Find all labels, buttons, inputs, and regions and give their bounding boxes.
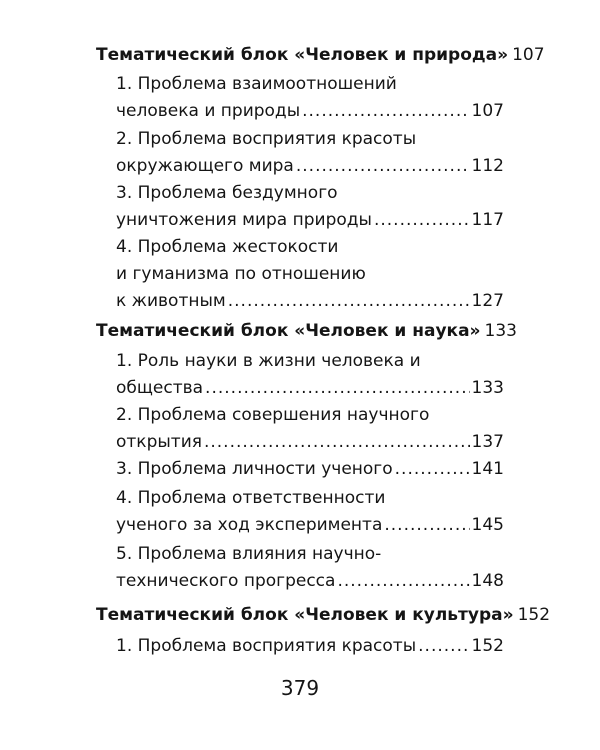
section-title: Тематический блок «Человек и культура» [96,605,514,625]
section-title: Тематический блок «Человек и наука» [96,321,481,341]
item-line: 1. Роль науки в жизни человека и [116,351,421,371]
page-ref: 152 [471,636,504,656]
item-line: уничтожения мира природы [116,210,372,230]
item-line: технического прогресса [116,571,336,591]
page-ref: 141 [471,459,504,479]
leader-dots [204,429,470,456]
toc-item [116,234,504,315]
page-ref: 133 [484,321,517,341]
page-ref: 145 [471,515,504,535]
item-line: 1. Проблема восприятия красоты [116,636,417,656]
page-ref: 107 [471,101,504,121]
leader-dots [228,288,470,315]
leader-dots [296,153,470,180]
item-line: и гуманизма по отношению [116,264,366,284]
page-ref: 152 [517,605,551,625]
item-line: 3. Проблема бездумного [116,183,338,203]
leader-dots [205,375,470,402]
toc-section-heading [96,602,551,629]
toc-item [116,541,504,595]
item-line: 3. Проблема личности ученого [116,459,393,479]
toc-item [116,402,504,456]
leader-dots [384,512,469,539]
item-line: 2. Проблема восприятия красоты [116,129,417,149]
item-line: 5. Проблема влияния научно- [116,544,382,564]
toc-item [116,456,504,483]
item-line: ученого за ход эксперимента [116,515,383,535]
page-ref: 133 [471,378,504,398]
item-line: 1. Проблема взаимоотношений [116,74,397,94]
item-line: 4. Проблема жестокости [116,237,339,257]
toc-item [116,71,504,125]
leader-dots [337,568,469,595]
item-line: 2. Проблема совершения научного [116,405,430,425]
item-line: открытия [116,432,202,452]
page-ref: 148 [471,571,504,591]
page-ref: 137 [471,432,504,452]
toc-item [116,485,504,539]
toc-item [116,633,504,660]
toc-section-heading [96,318,517,345]
page-ref: 107 [512,45,545,65]
item-line: окружающего мира [116,156,294,176]
leader-dots [374,207,470,234]
leader-dots [418,633,469,660]
item-line: к животным [116,291,226,311]
item-line: общества [116,378,204,398]
toc-item [116,180,504,234]
page-ref: 127 [471,291,504,311]
leader-dots [395,456,470,483]
toc-section-heading [96,42,545,69]
toc-item [116,348,504,402]
toc-item [116,126,504,180]
page-number: 379 [280,676,320,700]
page-ref: 112 [471,156,504,176]
item-line: человека и природы [116,101,301,121]
page-ref: 117 [471,210,504,230]
item-line: 4. Проблема ответственности [116,488,386,508]
leader-dots [302,98,469,125]
section-title: Тематический блок «Человек и природа» [96,45,509,65]
